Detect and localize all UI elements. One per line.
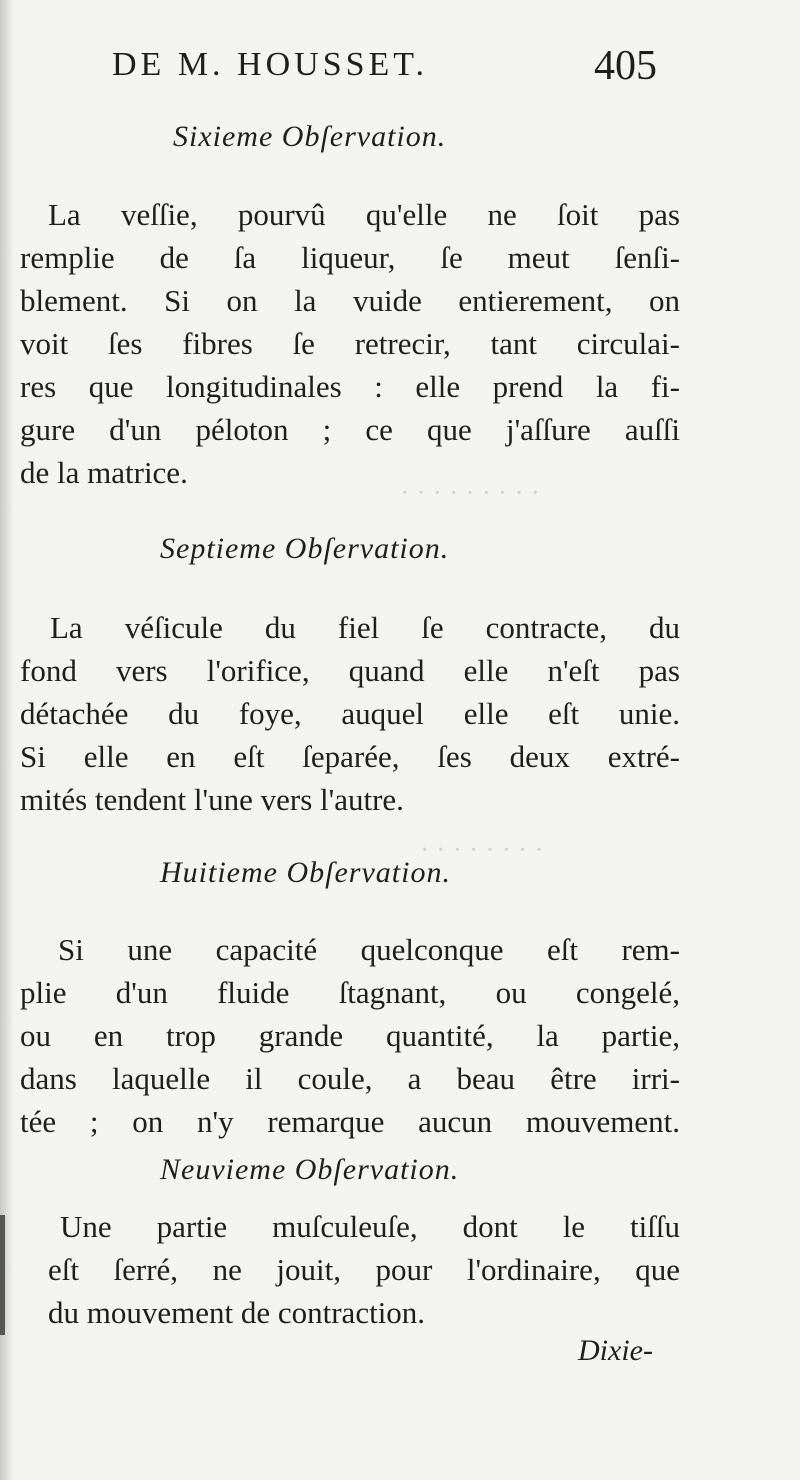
text-line: mités tendent l'une vers l'autre. bbox=[20, 782, 404, 817]
text-line: Si une capacité quelconque eſt rem- bbox=[58, 932, 680, 967]
section-heading: Septieme Obſervation. bbox=[160, 532, 450, 565]
bleed-through-text: · · · · · · · · bbox=[420, 835, 544, 866]
section-paragraph bbox=[20, 606, 680, 821]
section-paragraph bbox=[20, 928, 680, 1143]
text-line: dans laquelle il coule, a beau être irri- bbox=[20, 1061, 680, 1096]
text-line: Si elle en eſt ſeparée, ſes deux extré- bbox=[20, 739, 680, 774]
text-line: blement. Si on la vuide entierement, on bbox=[20, 283, 680, 318]
text-line: eſt ſerré, ne jouit, pour l'ordinaire, que bbox=[48, 1252, 680, 1287]
text-line: fond vers l'orifice, quand elle n'eſt pas bbox=[20, 653, 680, 688]
text-line: de la matrice. bbox=[20, 455, 188, 490]
text-line: plie d'un fluide ſtagnant, ou congelé, bbox=[20, 975, 680, 1010]
running-head bbox=[0, 42, 800, 92]
text-line: Une partie muſculeuſe, dont le tiſſu bbox=[60, 1209, 680, 1244]
text-line: La veſſie, pourvû qu'elle ne ſoit pas bbox=[48, 197, 680, 232]
text-line: tée ; on n'y remarque aucun mouvement. bbox=[20, 1104, 680, 1139]
text-line: ou en trop grande quantité, la partie, bbox=[20, 1018, 680, 1053]
text-line: res que longitudinales : elle prend la fi- bbox=[20, 369, 680, 404]
text-line: du mouvement de contraction. bbox=[48, 1295, 426, 1330]
section-heading: Neuvieme Obſervation. bbox=[160, 1153, 460, 1186]
text-line: voit ſes fibres ſe retrecir, tant circulai- bbox=[20, 326, 680, 361]
section-paragraph bbox=[20, 1205, 680, 1334]
bleed-through-text: · · · · · · · · · bbox=[400, 478, 540, 509]
catchword: Dixie- bbox=[578, 1334, 653, 1367]
section-paragraph bbox=[20, 193, 680, 494]
text-line: gure d'un péloton ; ce que j'aſſure auſſi bbox=[20, 412, 680, 447]
section-heading: Huitieme Obſervation. bbox=[160, 856, 451, 889]
text-line: remplie de ſa liqueur, ſe meut ſenſi- bbox=[20, 240, 680, 275]
section-heading: Sixieme Obſervation. bbox=[173, 120, 447, 153]
binding-edge-mark bbox=[0, 1215, 5, 1335]
page-number: 405 bbox=[594, 43, 657, 89]
running-head-title: DE M. HOUSSET. bbox=[112, 46, 429, 83]
text-line: détachée du foye, auquel elle eſt unie. bbox=[20, 696, 680, 731]
text-line: La véſicule du fiel ſe contracte, du bbox=[50, 610, 680, 645]
